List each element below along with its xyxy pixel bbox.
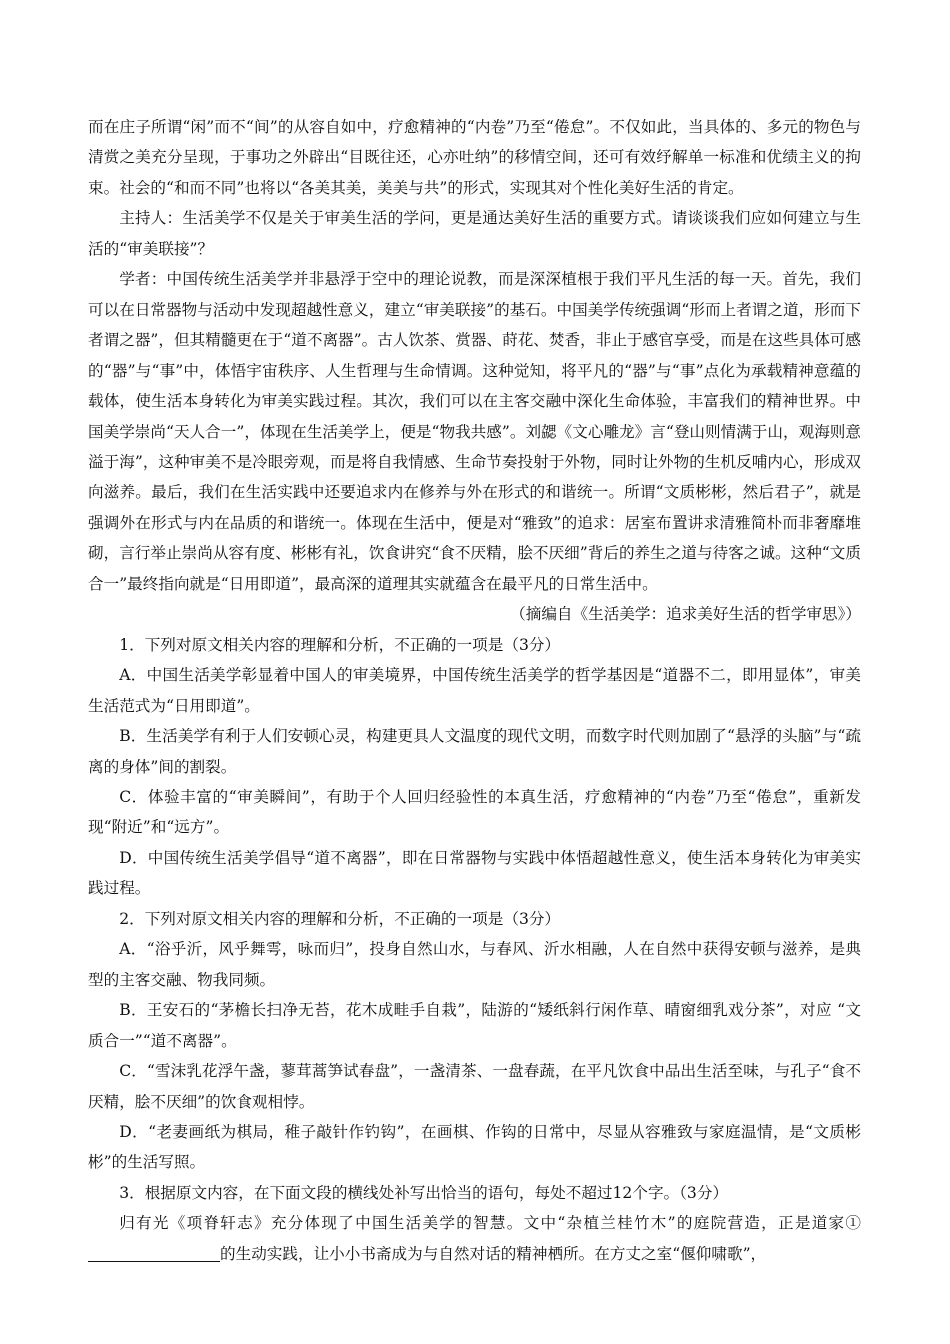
question-3-stem: 3．根据原文内容，在下面文段的横线处补写出恰当的语句，每处不超过12个字。（3分） [119,1183,729,1202]
passage-paragraph-host: 主持人：生活美学不仅是关于审美生活的学问，更是通达美好生活的重要方式。请谈谈我们应如何建立与生活的“审美联接”？ [88,209,861,258]
question-2-option-b: B．王安石的“茅檐长扫净无苔，花木成畦手自栽”，陆游的“矮纸斜行闲作草、晴窗细乳戏分茶”，对应 “文质合一”“道不离器”。 [88,1001,861,1050]
question-2-option-a: A．“浴乎沂，风乎舞雩，咏而归”，投身自然山水，与春风、沂水相融，人在自然中获得安顿与滋养，是典型的主客交融、物我同频。 [88,940,861,989]
answer-blank-1[interactable] [88,1243,220,1262]
passage-paragraph-1: 而在庄子所谓“闲”而不“间”的从容自如中，疗愈精神的“内卷”乃至“倦怠”。不仅如此，当具体的、多元的物色与清赏之美充分呈现，于事功之外辟出“目既往还，心亦吐纳”的移情空间，还可有效纾解单一标准和优绩主义的拘束。社会的“和而不同”也将以“各美其美，美美与共”的形式，实现其对个性化美好生活的肯定。 [88,118,861,197]
passage-paragraph-scholar: 学者：中国传统生活美学并非悬浮于空中的理论说教，而是深深植根于我们平凡生活的每一天。首先，我们可以在日常器物与活动中发现超越性意义，建立“审美联接”的基石。中国美学传统强调“形而上者谓之道，形而下者谓之器”，但其精髓更在于“道不离器”。古人饮茶、赏器、莳花、焚香，非止于感官享受，而是在这些具体可感的“器”与“事”中，体悟宇宙秩序、人生哲理与生命情调。这种觉知，将平凡的“器”与“事”点化为承载精神意蕴的载体，使生活本身转化为审美实践过程。其次，我们可以在主客交融中深化生命体验，丰富我们的精神世界。中国美学崇尚“天人合一”，体现在生活美学上，便是“物我共感”。刘勰《文心雕龙》言“登山则情满于山，观海则意溢于海”，这种审美不是冷眼旁观，而是将自我情感、生命节奏投射于外物，同时让外物的生机反哺内心，形成双向滋养。最后，我们在生活实践中还要追求内在修养与外在形式的和谐统一。所谓“文质彬彬，然后君子”，就是强调外在形式与内在品质的和谐统一。体现在生活中，便是对“雅致”的追求：居室布置讲求清雅简朴而非奢靡堆砌，言行举止崇尚从容有度、彬彬有礼，饮食讲究“食不厌精，脍不厌细”背后的养生之道与待客之诚。这种“文质合一”最终指向就是“日用即道”，最高深的道理其实就蕴含在最平凡的日常生活中。 [88,270,861,593]
question-2-stem: 2．下列对原文相关内容的理解和分析，不正确的一项是（3分） [119,909,561,928]
question-1-stem: 1．下列对原文相关内容的理解和分析，不正确的一项是（3分） [119,635,561,654]
question-2-option-c: C．“雪沫乳花浮午盏，蓼茸蒿笋试春盘”，一盏清茶、一盘春蔬，在平凡饮食中品出生活至味，与孔子“食不厌精，脍不厌细”的饮食观相悖。 [88,1062,861,1111]
question-2 [88,904,861,1178]
question-3 [88,1178,861,1269]
question-3-passage [88,1208,861,1269]
question-3-text-before: 归有光《项脊轩志》充分体现了中国生活美学的智慧。文中“杂植兰桂竹木”的庭院营造，正是道家① [119,1214,861,1233]
question-1-option-b: B．生活美学有利于人们安顿心灵，构建更具人文温度的现代文明，而数字时代则加剧了“悬浮的头脑”与“疏离的身体”间的割裂。 [88,727,861,776]
question-3-text-after: 的生动实践，让小小书斋成为与自然对话的精神栖所。在方丈之室“偃仰啸歌”， [220,1244,767,1263]
question-1-option-a: A．中国生活美学彰显着中国人的审美境界，中国传统生活美学的哲学基因是“道器不二，即用显体”，审美生活范式为“日用即道”。 [88,666,861,715]
question-1 [88,630,861,904]
question-1-option-d: D．中国传统生活美学倡导“道不离器”，即在日常器物与实践中体悟超越性意义，使生活本身转化为审美实践过程。 [88,848,861,898]
question-1-option-c: C．体验丰富的“审美瞬间”，有助于个人回归经验性的本真生活，疗愈精神的“内卷”乃至“倦怠”，重新发现“附近”和“远方”。 [88,787,861,837]
passage-source: （摘编自《生活美学：追求美好生活的哲学审思》） [510,605,861,624]
question-2-option-d: D．“老妻画纸为棋局，稚子敲针作钓钩”，在画棋、作钩的日常中，尽显从容雅致与家庭温情，是“文质彬彬”的生活写照。 [88,1122,861,1172]
document-page [88,112,861,1269]
